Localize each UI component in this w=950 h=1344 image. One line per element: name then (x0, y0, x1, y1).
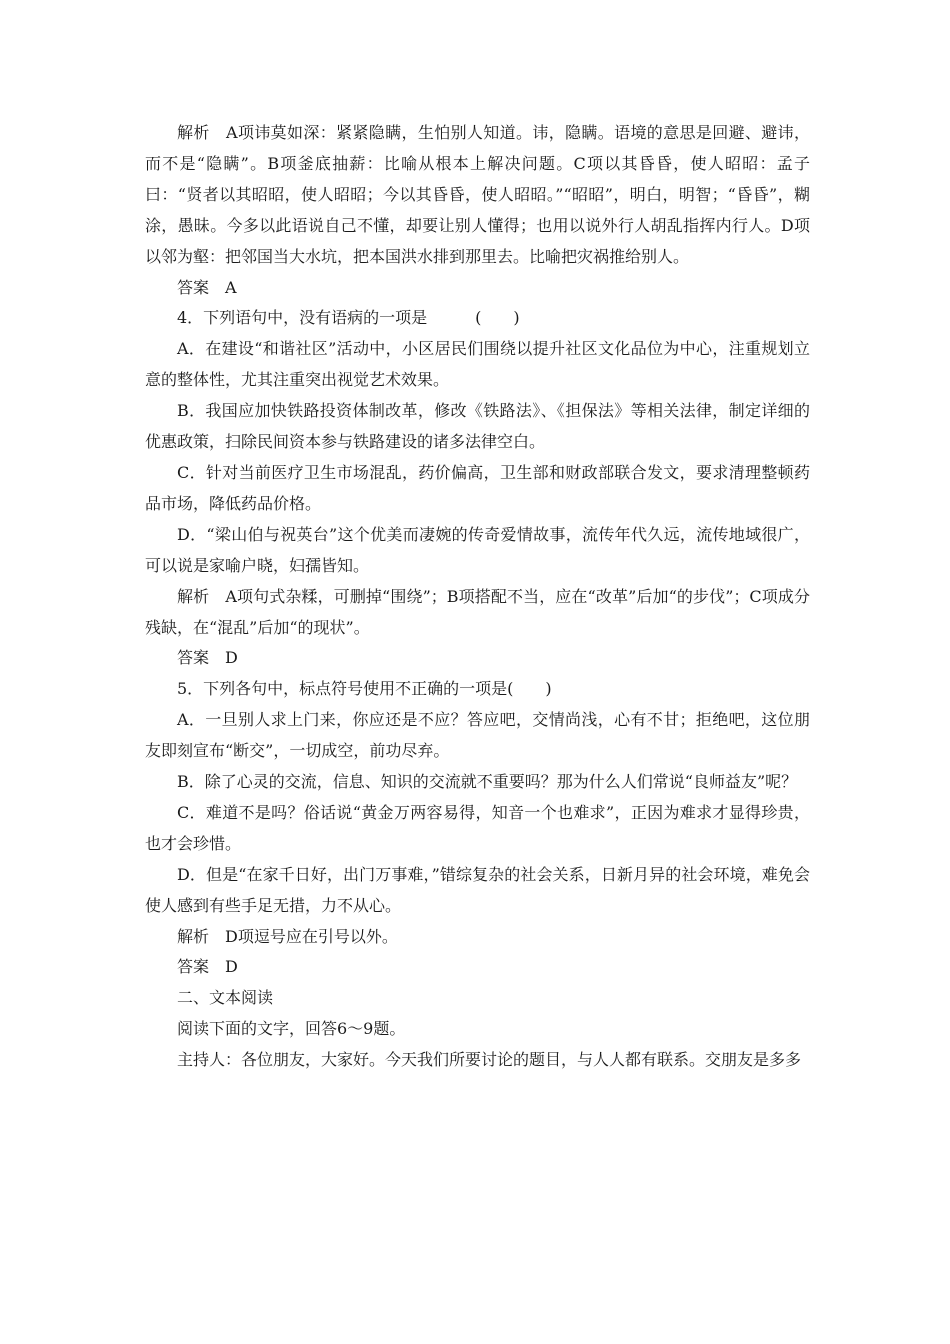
reading-passage-start: 主持人：各位朋友，大家好。今天我们所要讨论的题目，与人人都有联系。交朋友是多多 (177, 1050, 802, 1070)
section-heading: 二、文本阅读 (177, 988, 274, 1008)
question-5: 5．下列各句中，标点符号使用不正确的一项是( ) (177, 679, 552, 699)
analysis-4: 解析 A项句式杂糅，可删掉“围绕”；B项搭配不当，应在“改革”后加“的步伐”；C项成分残缺，在“混乱”后加“的现状”。 (145, 586, 810, 637)
analysis-5: 解析 D项逗号应在引号以外。 (177, 926, 398, 946)
document-page (145, 118, 810, 1076)
question-4: 4．下列语句中，没有语病的一项是 ( ) (177, 308, 520, 328)
analysis-3: 解析 A项讳莫如深：紧紧隐瞒，生怕别人知道。讳，隐瞒。语境的意思是回避、避讳，而不是“隐瞒”。B项釜底抽薪：比喻从根本上解决问题。C项以其昏昏，使人昭昭：孟子曰：“贤者以其昭昭，使人昭昭；今以其昏昏，使人昭昭。”“昭昭”，明白，明智；“昏昏”，糊涂，愚昧。今多以此语说自己不懂，却要让别人懂得；也用以说外行人胡乱指挥内行人。D项以邻为壑：把邻国当大水坑，把本国洪水排到那里去。比喻把灾祸推给别人。 (145, 123, 810, 266)
option-4c: C．针对当前医疗卫生市场混乱，药价偏高，卫生部和财政部联合发文，要求清理整顿药品市场，降低药品价格。 (145, 462, 810, 513)
option-4a: A．在建设“和谐社区”活动中，小区居民们围绕以提升社区文化品位为中心，注重规划立意的整体性，尤其注重突出视觉艺术效果。 (145, 339, 810, 390)
answer-5: 答案 D (177, 957, 238, 977)
answer-3: 答案 A (177, 277, 237, 297)
option-4d: D．“梁山伯与祝英台”这个优美而凄婉的传奇爱情故事，流传年代久远，流传地域很广，可以说是家喻户晓，妇孺皆知。 (145, 524, 810, 575)
option-5d: D．但是“在家千日好，出门万事难，”错综复杂的社会关系，日新月异的社会环境，难免会使人感到有些手足无措，力不从心。 (145, 864, 810, 915)
option-4b: B．我国应加快铁路投资体制改革，修改《铁路法》、《担保法》等相关法律，制定详细的优惠政策，扫除民间资本参与铁路建设的诸多法律空白。 (145, 401, 810, 452)
reading-instruction: 阅读下面的文字，回答6～9题。 (177, 1019, 406, 1039)
option-5c: C．难道不是吗？俗话说“黄金万两容易得，知音一个也难求”，正因为难求才显得珍贵，也才会珍惜。 (145, 802, 810, 853)
option-5a: A．一旦别人求上门来，你应还是不应？答应吧，交情尚浅，心有不甘；拒绝吧，这位朋友即刻宣布“断交”，一切成空，前功尽弃。 (145, 710, 810, 761)
option-5b: B．除了心灵的交流，信息、知识的交流就不重要吗？那为什么人们常说“良师益友”呢？ (177, 772, 798, 792)
answer-4: 答案 D (177, 648, 238, 668)
